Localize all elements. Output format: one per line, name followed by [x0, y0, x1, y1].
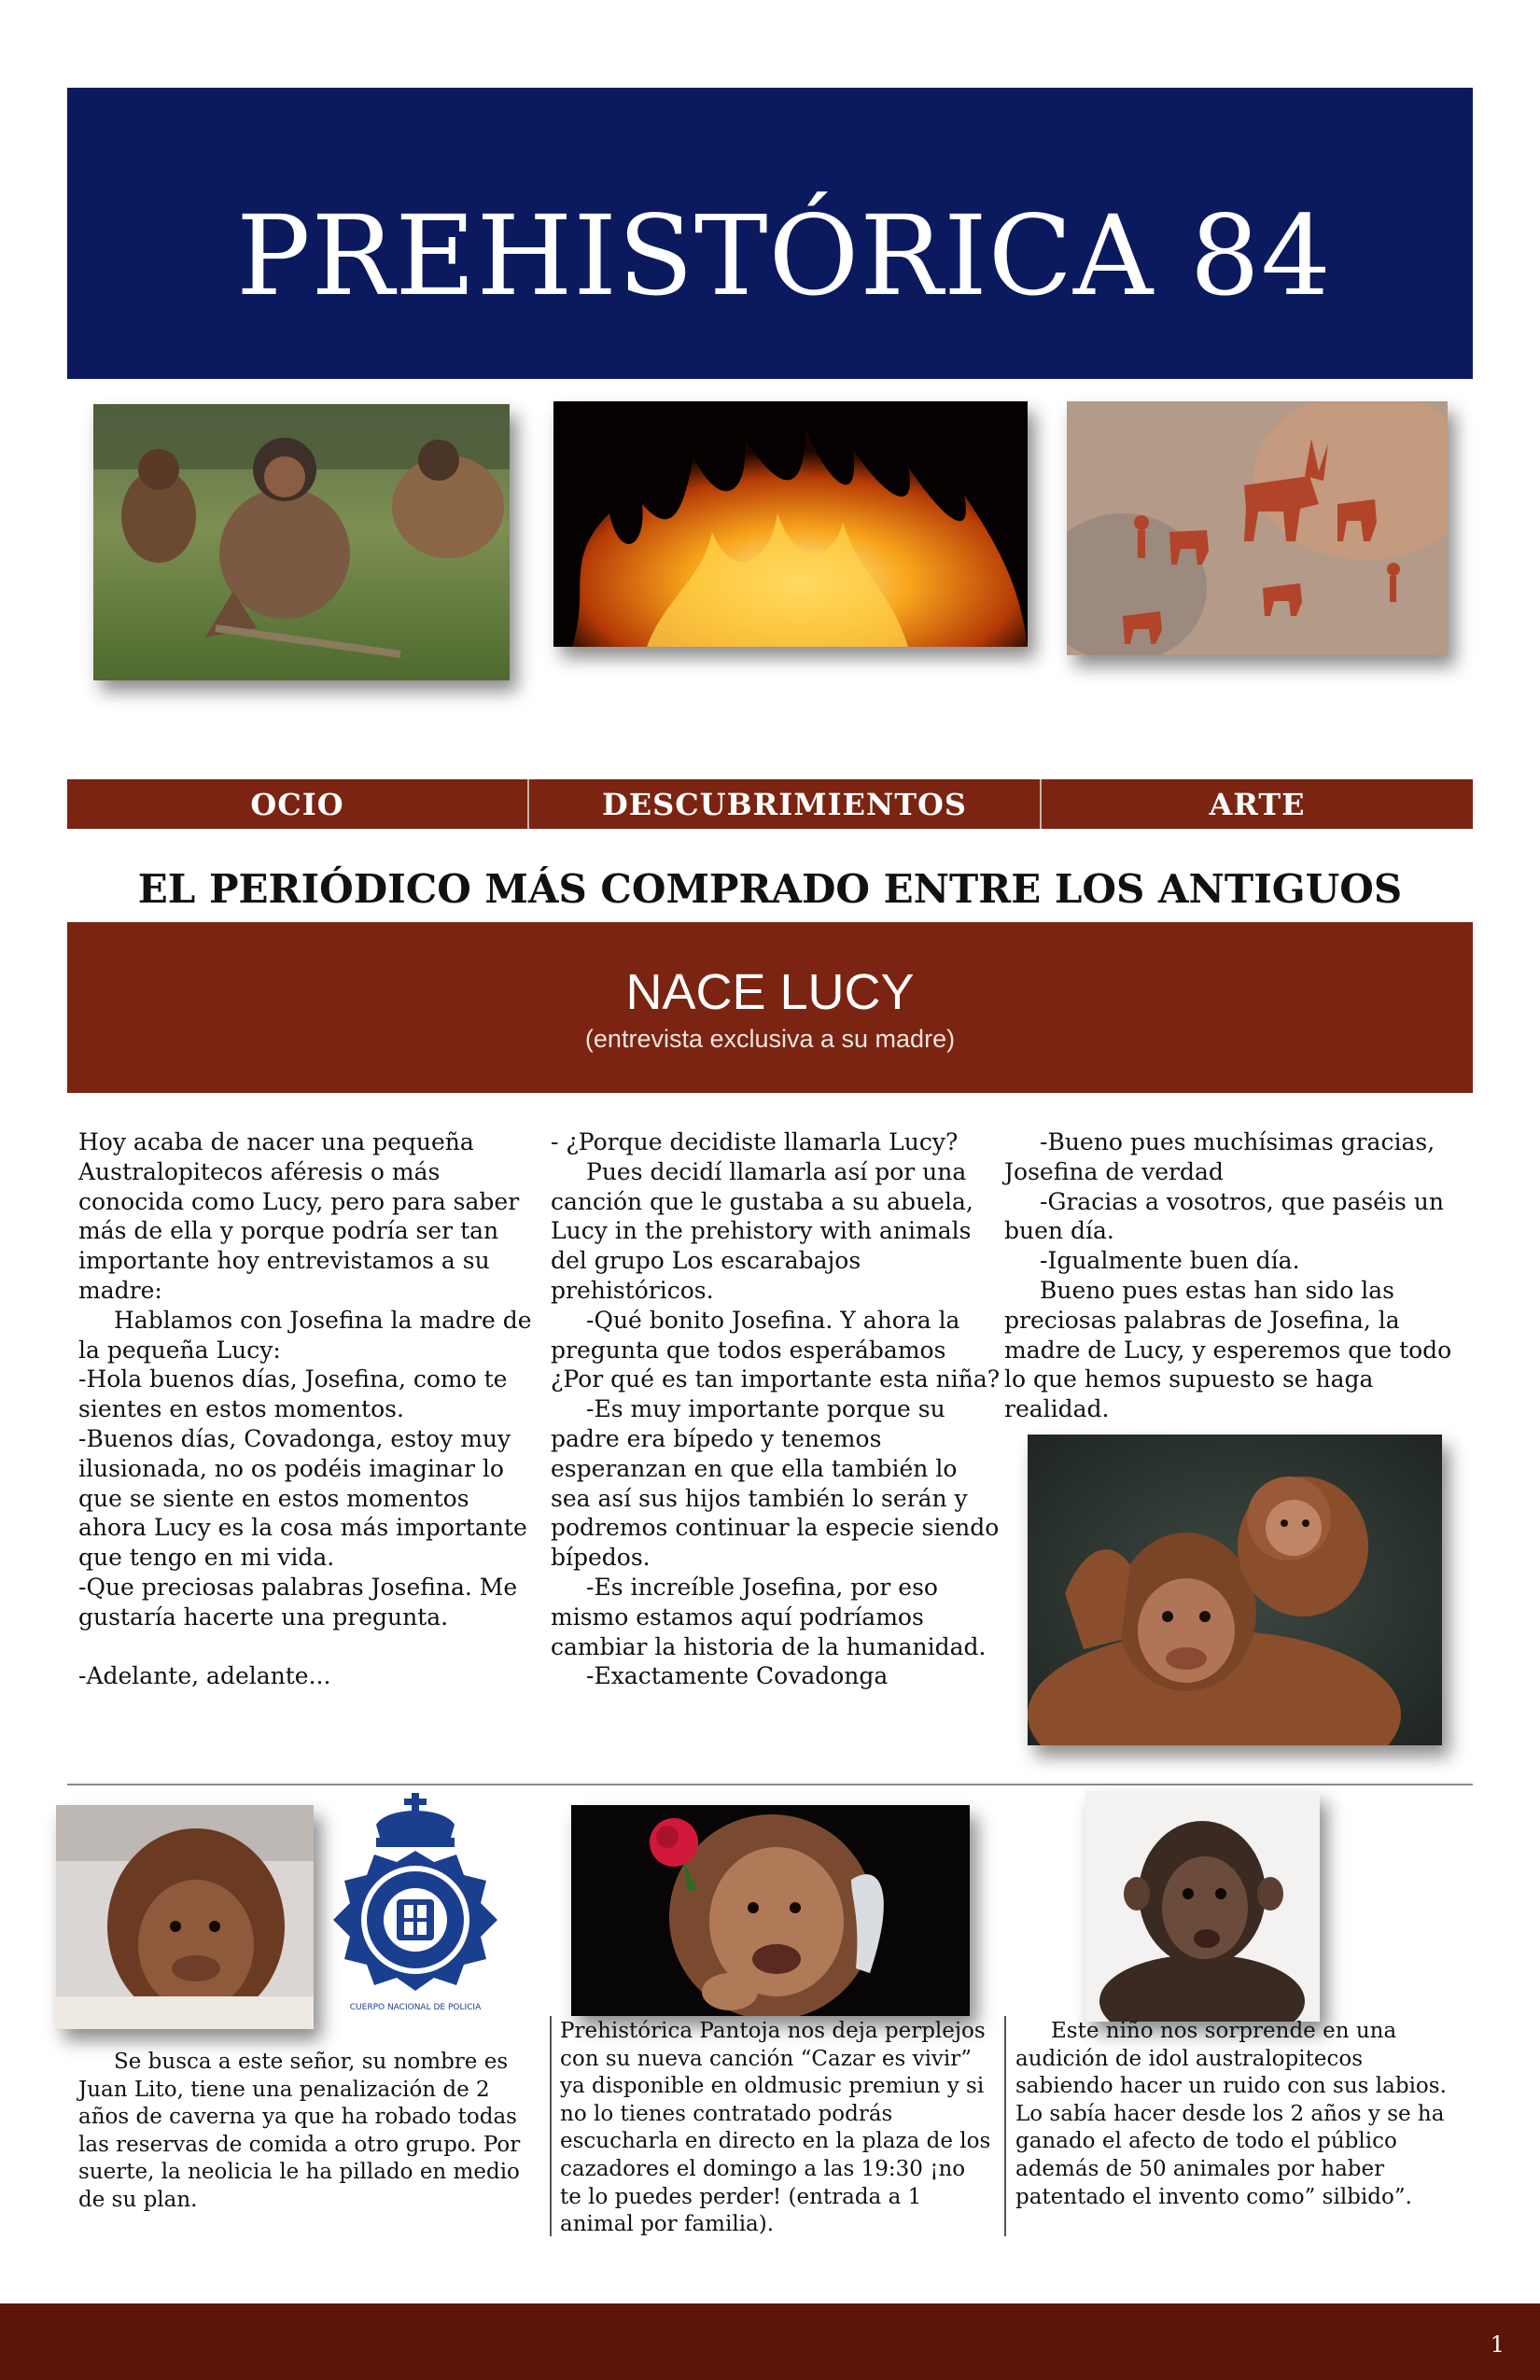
section-divider: [67, 1784, 1473, 1785]
australopithecus-mother-and-child-photo: [1028, 1435, 1442, 1745]
nav-ocio[interactable]: OCIO: [67, 779, 529, 829]
hominid-child-photo: [1085, 1791, 1320, 2022]
section-nav: [67, 779, 1473, 829]
paragraph: - ¿Porque decidiste llamarla Lucy?: [551, 1128, 959, 1155]
wanted-text: Se busca a este señor, su nombre es Juan Lito, tiene una penalización de 2 años de caverna ya que ha robado todas las reservas de comida a otro grupo. Por suerte, la neolicia le ha pillado en medio de su plan.: [78, 2050, 521, 2212]
masthead: [67, 88, 1473, 379]
paragraph: -Bueno pues muchísimas gracias, Josefina de verdad: [1004, 1128, 1435, 1185]
paragraph: -Adelante, adelante...: [78, 1662, 331, 1690]
paragraph: -Exactamente Covadonga: [586, 1662, 889, 1690]
fire-photo: [553, 401, 1028, 647]
paragraph: -Es increíble Josefina, por eso mismo estamos aquí podríamos cambiar la historia de la humanidad.: [551, 1573, 987, 1660]
tagline: EL PERIÓDICO MÁS COMPRADO ENTRE LOS ANTIGUOS: [137, 866, 1403, 912]
child-text: Este niño nos sorprende en una audición de idol australopitecos sabiendo hacer un ruido con sus labios. Lo sabía hacer desde los 2 años y se ha ganado el afecto de todo el público además de 50 animales por haber patentado el invento como” silbido”.: [1015, 2019, 1447, 2209]
nav-arte[interactable]: ARTE: [1209, 786, 1306, 822]
paragraph: Hoy acaba de nacer una pequeña Australopitecos aféresis o más conocida como Lucy, pero para saber más de ella y porque podría ser tan importante hoy entrevistamos a su madre:: [78, 1128, 520, 1304]
child-notice: [1015, 2018, 1456, 2211]
footer-bar: [0, 2303, 1540, 2380]
article-column-1: [78, 1127, 538, 1691]
paragraph: -Buenos días, Covadonga, estoy muy ilusionada, no os podéis imaginar lo que se siente en estos momentos ahora Lucy es la cosa más importante que tengo en mi vida.: [78, 1424, 527, 1572]
column-rule: [1004, 2016, 1006, 2236]
nav-descubrimientos[interactable]: DESCUBRIMIENTOS: [529, 779, 1042, 829]
paragraph: -Hola buenos días, Josefina, como te sientes en estos momentos.: [78, 1365, 508, 1423]
article-column-3: [1004, 1127, 1465, 1424]
paragraph: -Que preciosas palabras Josefina. Me gustaría hacerte una pregunta.: [78, 1573, 518, 1631]
paragraph: -Igualmente buen día.: [1040, 1247, 1300, 1275]
policia-nacional-badge: [322, 1789, 509, 2034]
subheadline: (entrevista exclusiva a su madre): [584, 1025, 956, 1053]
singer-notice: [560, 2018, 993, 2239]
paragraph: -Qué bonito Josefina. Y ahora la pregunta que todos esperábamos ¿Por qué es tan importante esta niña?: [551, 1306, 1001, 1393]
paragraph: Pues decidí llamarla así por una canción que le gustaba a su abuela, Lucy in the prehistory with animals del grupo Los escarabajos prehistóricos.: [551, 1157, 973, 1304]
cave-painting-photo: [1067, 401, 1448, 655]
badge-text: CUERPO NACIONAL DE POLICIA: [349, 2003, 482, 2012]
paragraph: Bueno pues estas han sido las preciosas palabras de Josefina, la madre de Lucy, y esperemos que todo lo que hemos supuesto se haga realidad.: [1004, 1276, 1452, 1423]
cavemen-photo: [93, 404, 510, 680]
headline: NACE LUCY: [625, 964, 915, 1020]
hominid-head-photo: [56, 1805, 314, 2029]
wanted-notice: [78, 2049, 536, 2215]
column-rule: [550, 2016, 552, 2236]
paragraph: -Es muy importante porque su padre era bípedo y tenemos esperanzan en que ella también lo sea así sus hijos también lo serán y podremos continuar la especie siendo bípedos.: [551, 1395, 1000, 1572]
newspaper-title: PREHISTÓRICA 84: [236, 191, 1332, 320]
paragraph: Hablamos con Josefina la madre de la pequeña Lucy:: [78, 1306, 532, 1364]
singer-text: Prehistórica Pantoja nos deja perplejos con su nueva canción “Cazar es vivir” ya disponible en oldmusic premiun y si no lo tienes contratado podrás escucharla en directo en la plaza de los cazadores el domingo a las 19:30 ¡no te lo puedes perder! (entrada a 1 animal por familia).: [560, 2019, 991, 2237]
headline-banner: [67, 922, 1473, 1093]
paragraph: -Gracias a vosotros, que paséis un buen día.: [1004, 1187, 1444, 1245]
page-number: 1: [1490, 2331, 1505, 2358]
article-column-2: [551, 1127, 1001, 1691]
hominid-singer-with-rose-photo: [571, 1805, 970, 2016]
